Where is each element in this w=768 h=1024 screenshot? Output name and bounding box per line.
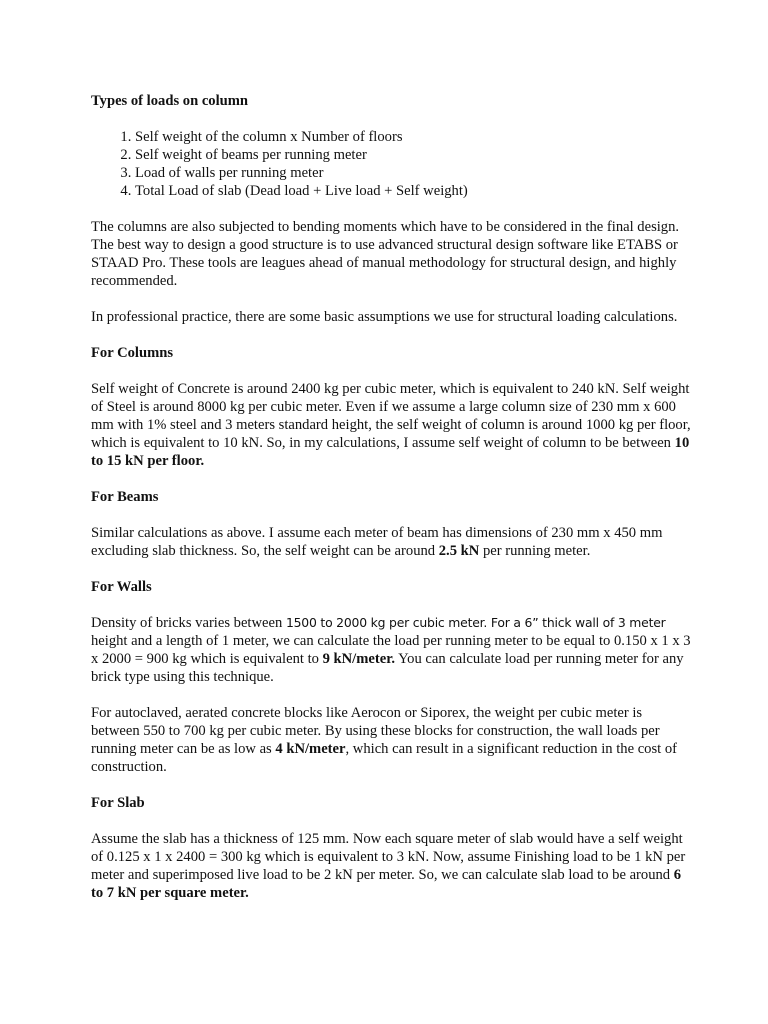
walls-text-a: Density of bricks varies between	[91, 615, 286, 631]
walls-text-b: height and a length of 1 meter, we can calculate the load per running meter to be equal to 0.150 x 1 x 3 x 2000 = 900 kg which is equivalent to	[91, 633, 691, 667]
heading-for-beams: For Beams	[91, 489, 159, 505]
heading-for-columns: For Columns	[91, 345, 174, 361]
walls-alt-font-text: 1500 to 2000 kg per cubic meter. For a 6” thick wall of 3 meter	[285, 615, 666, 630]
walls-text-c: You can calculate load per running meter for any brick type using this technique.	[91, 651, 684, 685]
beams-bold-value: 2.5 kN	[438, 543, 480, 559]
paragraph-intro: The columns are also subjected to bending moments which have to be considered in the final design. The best way to design a good structure is to use advanced structural design software like ETABS or STAAD Pro. These tools are leagues ahead of manual methodology for structural design, and highly recommended.	[91, 219, 680, 289]
list-item: 3. Load of walls per running meter	[135, 164, 691, 182]
columns-bold-value: 10 to 15 kN per floor.	[91, 435, 690, 469]
beams-text: Similar calculations as above. I assume each meter of beam has dimensions of 230 mm x 450 mm excluding slab thickness. So, the self weight can be around	[91, 525, 663, 559]
walls-bold-value: 9 kN/meter.	[322, 651, 395, 667]
heading-for-walls: For Walls	[91, 579, 152, 595]
list-item: 1. Self weight of the column x Number of floors	[135, 128, 691, 146]
aac-text-after: , which can result in a significant reduction in the cost of construction.	[91, 741, 678, 775]
load-types-list	[91, 128, 691, 200]
aac-bold-value: 4 kN/meter	[275, 741, 346, 757]
paragraph-aac-blocks	[91, 704, 691, 776]
document-body	[91, 92, 691, 902]
beams-text-after: per running meter.	[479, 543, 591, 559]
slab-bold-value: 6 to 7 kN per square meter.	[91, 867, 682, 901]
columns-text: Self weight of Concrete is around 2400 kg per cubic meter, which is equivalent to 240 kN. Self weight of Steel is around 8000 kg per cubic meter. Even if we assume a large column size of 230 mm x 600 mm with 1% steel and 3 meters standard height, the self weight of column is around 1000 kg per floor, which is equivalent to 10 kN. So, in my calculations, I assume self weight of column to be between	[91, 381, 691, 451]
paragraph-columns	[91, 380, 691, 470]
paragraph-practice: In professional practice, there are some basic assumptions we use for structural loading calculations.	[91, 309, 678, 325]
heading-for-slab: For Slab	[91, 795, 145, 811]
list-item: 4. Total Load of slab (Dead load + Live load + Self weight)	[135, 182, 691, 200]
section-title-types-of-loads: Types of loads on column	[91, 93, 249, 109]
aac-text: For autoclaved, aerated concrete blocks like Aerocon or Siporex, the weight per cubic meter is between 550 to 700 kg per cubic meter. By using these blocks for construction, the wall loads per running meter can be as low as	[91, 705, 660, 757]
paragraph-walls	[91, 614, 691, 686]
list-item: 2. Self weight of beams per running meter	[135, 146, 691, 164]
slab-text: Assume the slab has a thickness of 125 mm. Now each square meter of slab would have a self weight of 0.125 x 1 x 2400 = 300 kg which is equivalent to 3 kN. Now, assume Finishing load to be 1 kN per meter and superimposed live load to be 2 kN per meter. So, we can calculate slab load to be around	[91, 831, 686, 883]
paragraph-beams	[91, 524, 691, 560]
paragraph-slab	[91, 830, 691, 902]
